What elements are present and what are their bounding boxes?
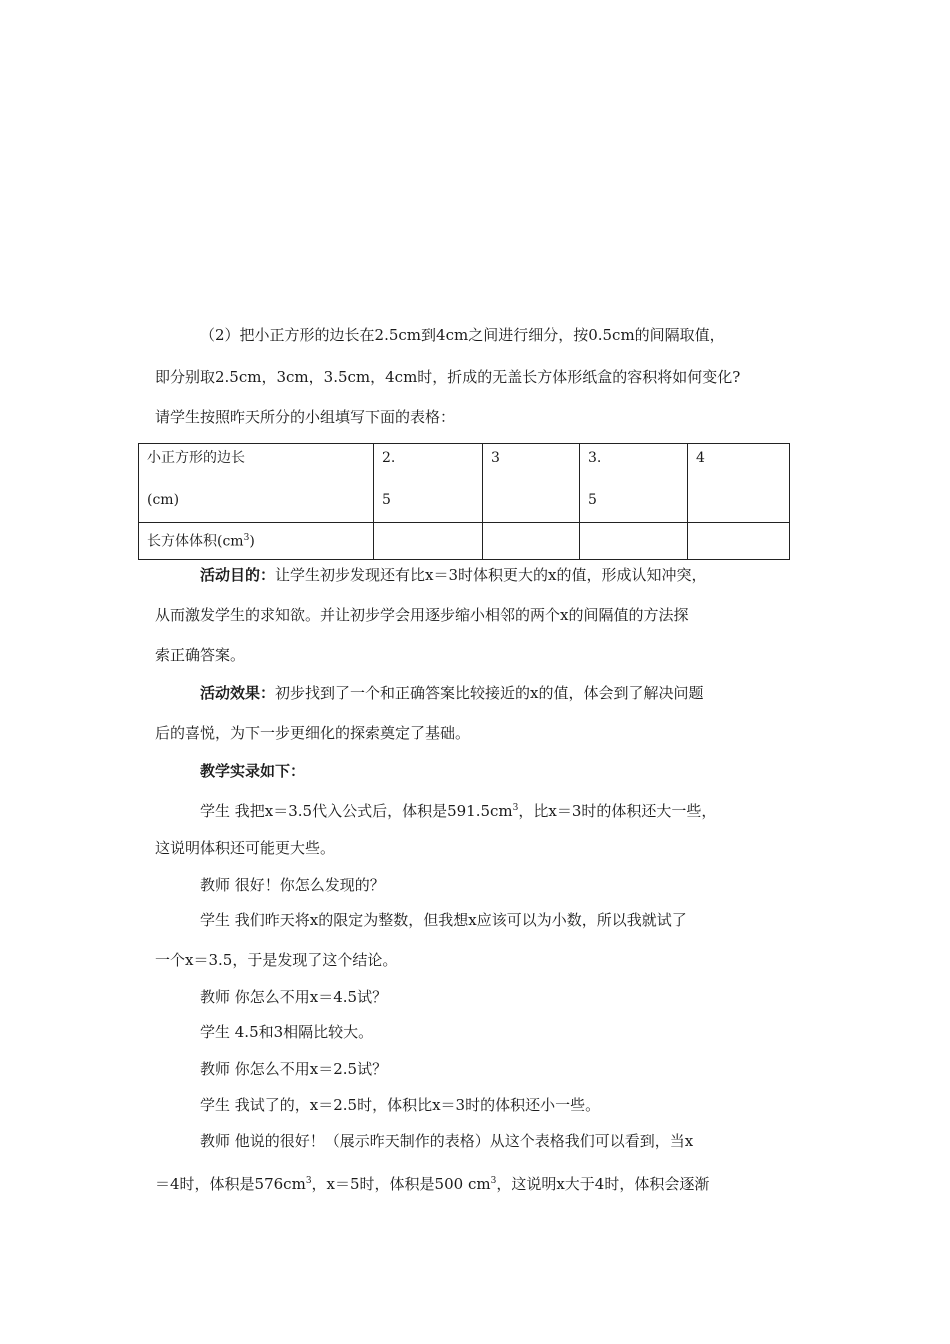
- volume-label: 长方体体积$(cm^3)$: [147, 533, 255, 550]
- dialogue-line: 一个x＝3.5，于是发现了这个结论。: [155, 951, 398, 969]
- value-l1: 3: [491, 450, 500, 466]
- empty-cell: [580, 523, 688, 560]
- effect-heading: 活动效果：: [200, 684, 276, 702]
- intro-line-3: 请学生按照昨天所分的小组填写下面的表格：: [155, 408, 456, 426]
- dialogue-line: 学生 4.5和3相隔比较大。: [200, 1023, 374, 1041]
- table-row: [139, 523, 790, 560]
- table-row: [139, 444, 790, 523]
- dialogue-line: 这说明体积还可能更大些。: [155, 839, 336, 857]
- dialogue-line: 教师 他说的很好！（展示昨天制作的表格）从这个表格我们可以看到，当x: [200, 1132, 694, 1150]
- empty-cell: [688, 523, 790, 560]
- value-cell: [688, 444, 790, 523]
- effect-line-2: 后的喜悦，为下一步更细化的探索奠定了基础。: [155, 724, 471, 742]
- record-heading: 教学实录如下：: [200, 762, 306, 780]
- dialogue-line: 学生 我试了的，x＝2.5时，体积比x＝3时的体积还小一些。: [200, 1096, 601, 1114]
- value-l1: 2.: [382, 450, 396, 466]
- purpose-heading: 活动目的：: [200, 566, 276, 584]
- dialogue-line: 教师 你怎么不用x＝2.5试？: [200, 1060, 388, 1078]
- value-l1: 4: [696, 450, 705, 466]
- purpose-line-2: 从而激发学生的求知欲。并让初步学会用逐步缩小相邻的两个x的间隔值的方法探: [155, 606, 689, 624]
- intro-line-1: （2）把小正方形的边长在2.5cm到4cm之间进行细分，按0.5cm的间隔取值，: [200, 326, 725, 344]
- header-cell: [139, 444, 374, 523]
- header-label-1: 小正方形的边长: [147, 450, 245, 466]
- purpose-line-3: 索正确答案。: [155, 646, 246, 664]
- dialogue-line: ＝4时，体积是$576cm^3$，x＝5时，体积是500 $cm^3$，这说明x大于4时，体积会逐渐: [155, 1175, 710, 1193]
- value-l2: 5: [588, 492, 597, 508]
- dialogue-line: 教师 很好！你怎么发现的？: [200, 876, 385, 894]
- value-cell: [580, 444, 688, 523]
- volume-label-cell: [139, 523, 374, 560]
- value-cell: [483, 444, 580, 523]
- empty-cell: [483, 523, 580, 560]
- value-l1: 3.: [588, 450, 602, 466]
- dialogue-line: 学生 我把x＝3.5代入公式后，体积是$591.5cm^3$，比x＝3时的体积还大一些，: [200, 802, 717, 820]
- purpose-line-1: 活动目的：让学生初步发现还有比x＝3时体积更大的x的值，形成认知冲突，: [200, 566, 707, 584]
- value-l2: 5: [382, 492, 391, 508]
- effect-line-1: 活动效果：初步找到了一个和正确答案比较接近的x的值，体会到了解决问题: [200, 684, 704, 702]
- header-label-2: (cm): [147, 492, 180, 508]
- dialogue-line: 学生 我们昨天将x的限定为整数，但我想x应该可以为小数，所以我就试了: [200, 911, 687, 929]
- data-table: [138, 443, 790, 560]
- dialogue-line: 教师 你怎么不用x＝4.5试？: [200, 988, 388, 1006]
- value-cell: [374, 444, 483, 523]
- empty-cell: [374, 523, 483, 560]
- intro-line-2: 即分别取2.5cm，3cm，3.5cm，4cm时，折成的无盖长方体形纸盒的容积将如何变化?: [155, 368, 741, 386]
